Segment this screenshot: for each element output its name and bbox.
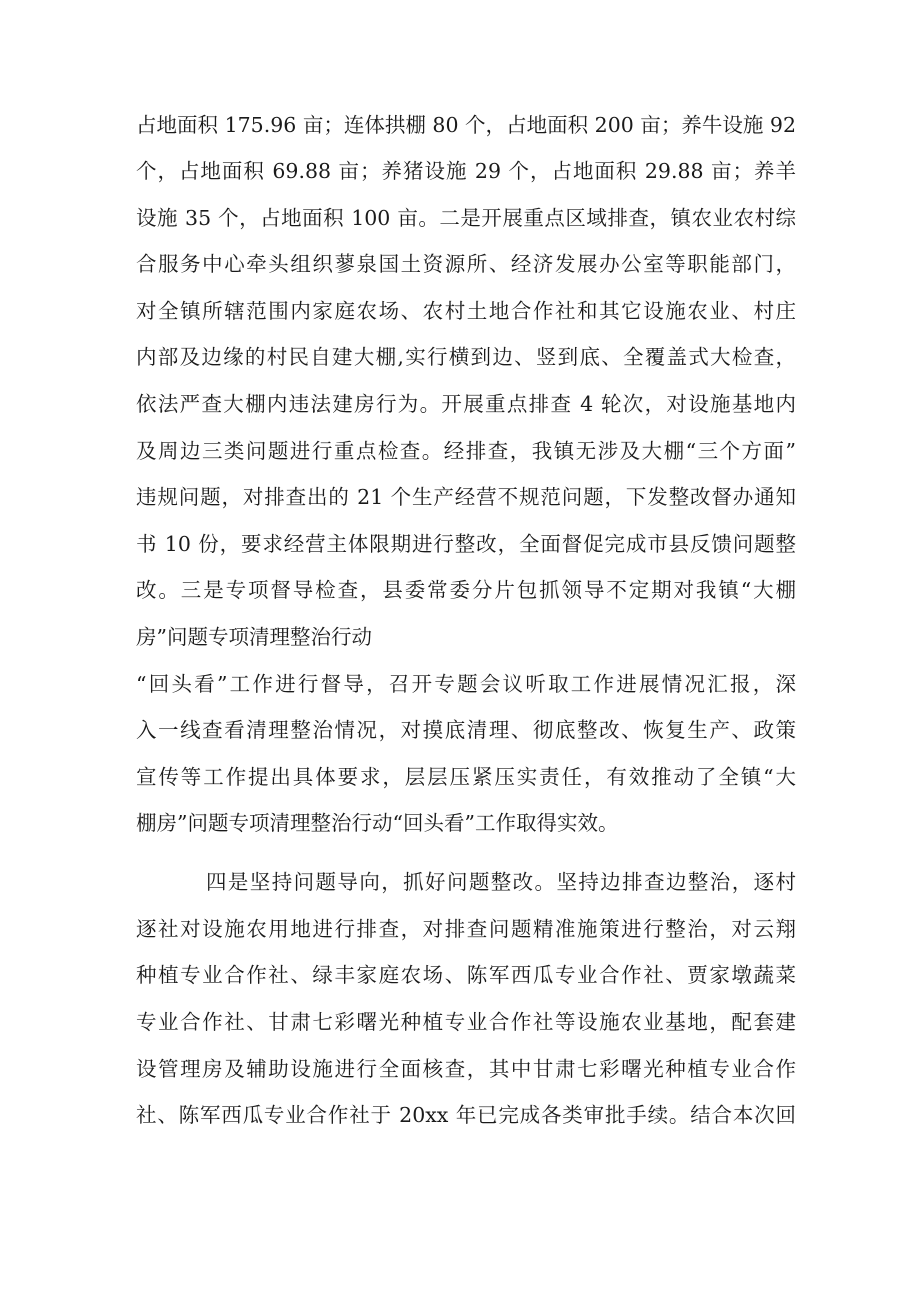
text-line: 专业合作社、甘肃七彩曙光种植专业合作社等设施农业基地，配套建: [136, 1010, 796, 1034]
text-line: 四是坚持问题导向，抓好问题整改。坚持边排查边整治，逐村: [206, 870, 796, 894]
text-line: 入一线查看清理整治情况，对摸底清理、彻底整改、恢复生产、政策: [136, 718, 796, 742]
text-line: 依法严查大棚内违法建房行为。开展重点排查 4 轮次，对设施基地内: [136, 392, 796, 416]
text-line: 棚房”问题专项清理整治行动“回头看”工作取得实效。: [136, 811, 619, 835]
text-line: 内部及边缘的村民自建大棚,实行横到边、竖到底、全覆盖式大检查，: [136, 345, 796, 369]
text-line: “回头看”工作进行督导，召开专题会议听取工作进展情况汇报，深: [136, 672, 796, 696]
text-line: 宣传等工作提出具体要求，层层压紧压实责任，有效推动了全镇“大: [136, 765, 796, 789]
text-line: 书 10 份，要求经营主体限期进行整改，全面督促完成市县反馈问题整: [136, 532, 796, 556]
text-line: 社、陈军西瓜专业合作社于 20xx 年已完成各类审批手续。结合本次回: [136, 1103, 796, 1127]
text-line: 设施 35 个，占地面积 100 亩。二是开展重点区域排查，镇农业农村综: [136, 206, 796, 230]
text-line: 及周边三类问题进行重点检查。经排查，我镇无涉及大棚“三个方面”: [136, 439, 796, 463]
text-line: 种植专业合作社、绿丰家庭农场、陈军西瓜专业合作社、贾家墩蔬菜: [136, 963, 796, 987]
text-line: 个，占地面积 69.88 亩；养猪设施 29 个，占地面积 29.88 亩；养羊: [136, 159, 796, 183]
text-line: 合服务中心牵头组织蓼泉国土资源所、经济发展办公室等职能部门，: [136, 252, 796, 276]
text-line: 逐社对设施农用地进行排查，对排查问题精准施策进行整治，对云翔: [136, 917, 796, 941]
text-line: 对全镇所辖范围内家庭农场、农村土地合作社和其它设施农业、村庄: [136, 299, 796, 323]
text-line: 改。三是专项督导检查，县委常委分片包抓领导不定期对我镇“大棚: [136, 578, 796, 602]
text-line: 违规问题，对排查出的 21 个生产经营不规范问题，下发整改督办通知: [136, 485, 796, 509]
text-line: 设管理房及辅助设施进行全面核查，其中甘肃七彩曙光种植专业合作: [136, 1057, 796, 1081]
text-line: 占地面积 175.96 亩；连体拱棚 80 个，占地面积 200 亩；养牛设施 92: [136, 113, 796, 137]
text-line: 房”问题专项清理整治行动: [136, 625, 372, 649]
